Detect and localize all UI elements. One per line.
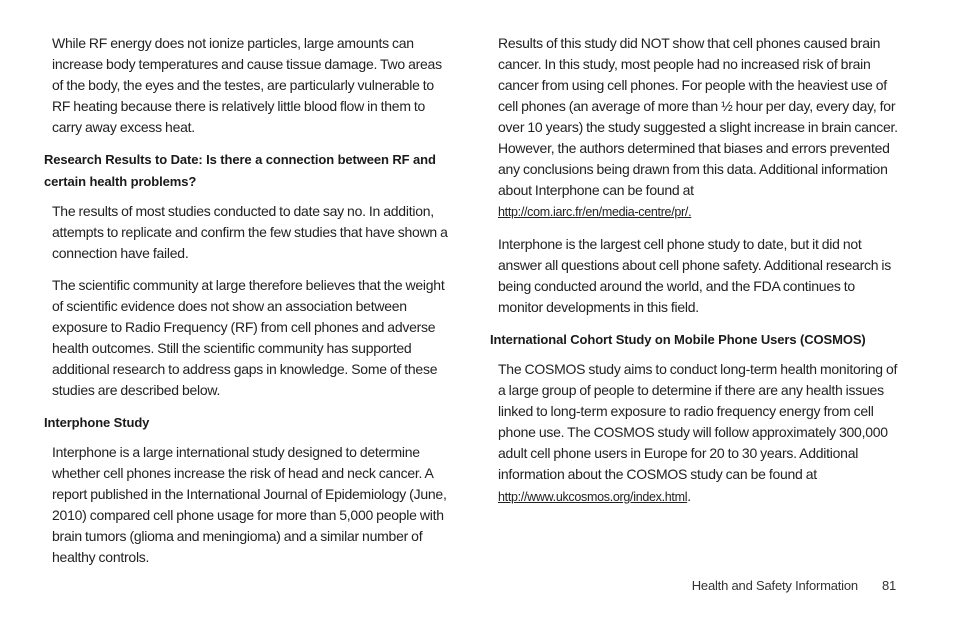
paragraph-interphone-results <box>498 33 900 223</box>
paragraph-interphone-largest: Interphone is the largest cell phone study to date, but it did not answer all questions about cell phone safety. Additional research is being conducted around the world, and the FDA continues to monitor developments in this field. <box>498 236 892 315</box>
heading-research-results: Research Results to Date: Is there a connection between RF and certain health problems? <box>44 152 436 189</box>
paragraph-scientific-community: The scientific community at large therefore believes that the weight of scientific evidence does not show an association between exposure to Radio Frequency (RF) from cell phones and adverse health outcomes. Still the scientific community has supported additional research to address gaps in knowledge. Some of these studies are described below. <box>52 277 445 398</box>
paragraph-rf-heating: While RF energy does not ionize particles, large amounts can increase body temperatures and cause tissue damage. Two areas of the body, the eyes and the testes, are particularly vulnerable to RF heating because there is relatively little blood flow in them to carry away excess heat. <box>52 35 442 135</box>
heading-cosmos-study: International Cohort Study on Mobile Phone Users (COSMOS) <box>490 332 866 347</box>
cosmos-description-text: The COSMOS study aims to conduct long-term health monitoring of a large group of people to determine if there are any health issues linked to long-term exposure to radio frequency energy from cell phone use. The COSMOS study will follow approximately 300,000 adult cell phone users in Europe for 20 to 30 years. Additional information about the COSMOS study can be found at <box>498 361 898 482</box>
footer-section-title: Health and Safety Information <box>691 578 858 593</box>
page-footer <box>692 578 896 593</box>
right-column <box>490 33 900 519</box>
left-column <box>44 33 454 579</box>
paragraph-results-summary: The results of most studies conducted to date say no. In addition, attempts to replicate and confirm the few studies that have shown a connection have failed. <box>52 203 448 261</box>
interphone-results-text: Results of this study did NOT show that cell phones caused brain cancer. In this study, most people had no increased risk of brain cancer from using cell phones. For people with the heaviest use of cell phones (an average of more than ½ hour per day, every day, for over 10 years) the study suggested a slight increase in brain cancer. However, the authors determined that biases and errors prevented any conclusions being drawn from this data. Additional information about Interphone can be found at <box>498 35 898 198</box>
cosmos-period: . <box>687 488 691 504</box>
paragraph-interphone-description: Interphone is a large international study designed to determine whether cell phones increase the risk of head and neck cancer. A report published in the International Journal of Epidemiology (June, 2010) compared cell phone usage for more than 5,000 people with brain tumors (glioma and meningioma) and a similar number of healthy controls. <box>52 444 447 565</box>
iarc-link[interactable]: http://com.iarc.fr/en/media-centre/pr/. <box>498 205 692 219</box>
heading-interphone-study: Interphone Study <box>44 415 150 430</box>
page-number: 81 <box>881 578 896 593</box>
ukcosmos-link[interactable]: http://www.ukcosmos.org/index.html <box>498 490 688 504</box>
paragraph-cosmos-description <box>498 359 900 508</box>
